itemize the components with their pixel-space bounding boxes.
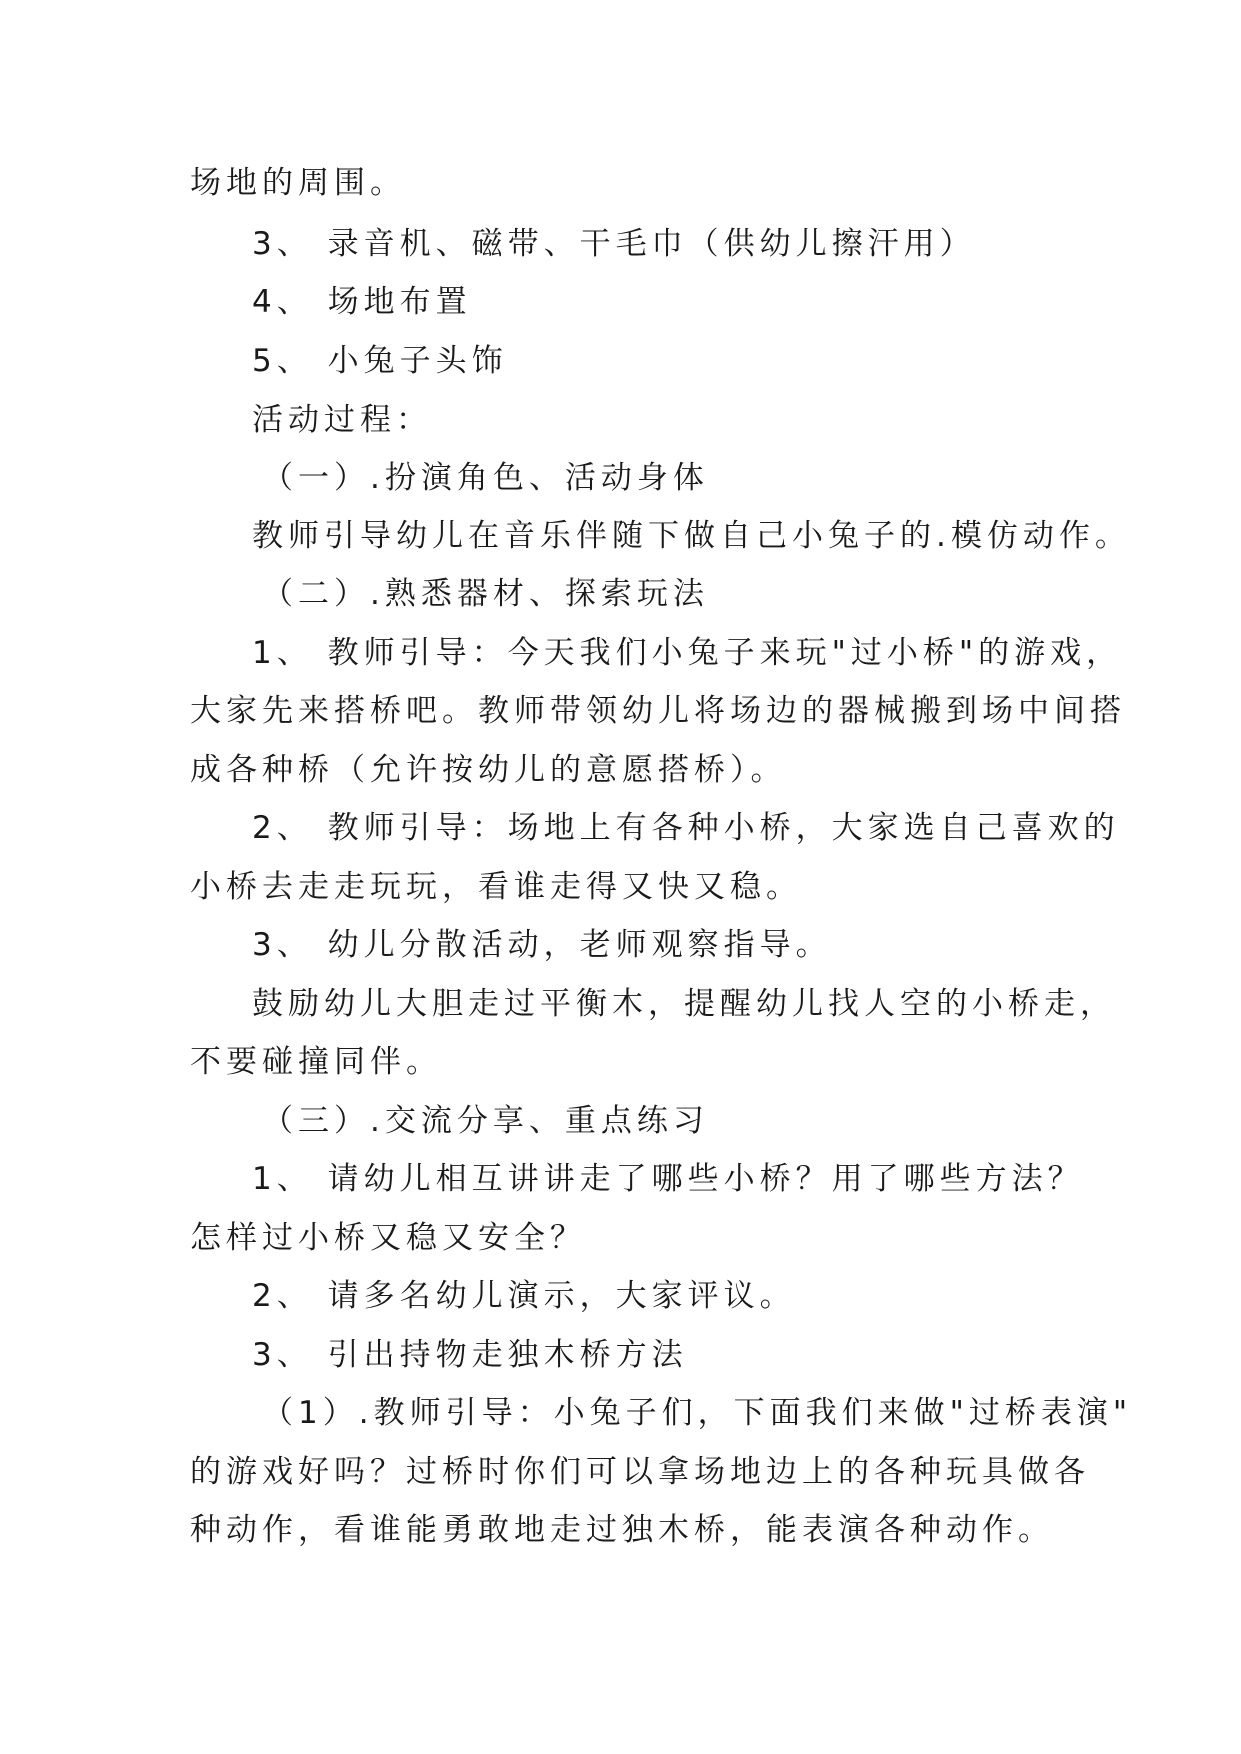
text-line: 鼓励幼儿大胆走过平衡木，提醒幼儿找人空的小桥走， <box>252 986 1116 1022</box>
subsection-heading: （三）.交流分享、重点练习 <box>262 1103 709 1139</box>
text-line: 4、 场地布置 <box>252 284 472 320</box>
text-line: 2、 教师引导：场地上有各种小桥，大家选自己喜欢的 <box>252 810 1120 846</box>
text-line: 5、 小兔子头饰 <box>252 343 508 379</box>
text-line: 小桥去走走玩玩，看谁走得又快又稳。 <box>190 869 802 905</box>
text-line: 不要碰撞同伴。 <box>190 1044 442 1080</box>
text-line: 2、 请多名幼儿演示，大家评议。 <box>252 1278 796 1314</box>
text-line: 的游戏好吗？过桥时你们可以拿场地边上的各种玩具做各 <box>190 1454 1090 1490</box>
text-line: 1、 请幼儿相互讲讲走了哪些小桥？用了哪些方法？ <box>252 1161 1084 1197</box>
text-line: 怎样过小桥又稳又安全？ <box>190 1220 586 1256</box>
text-line: 3、 幼儿分散活动，老师观察指导。 <box>252 927 832 963</box>
text-line: 场地的周围。 <box>190 165 406 201</box>
text-line: （1）.教师引导：小兔子们，下面我们来做"过桥表演" <box>262 1395 1133 1431</box>
text-line: 大家先来搭桥吧。教师带领幼儿将场边的器械搬到场中间搭 <box>190 693 1126 729</box>
section-heading: 活动过程： <box>252 402 432 438</box>
text-line: 1、 教师引导：今天我们小兔子来玩"过小桥"的游戏， <box>252 635 1123 671</box>
subsection-heading: （一）.扮演角色、活动身体 <box>262 460 709 496</box>
text-line: 3、 录音机、磁带、干毛巾（供幼儿擦汗用） <box>252 226 976 262</box>
text-line: 种动作，看谁能勇敢地走过独木桥，能表演各种动作。 <box>190 1512 1054 1548</box>
text-line: 成各种桥（允许按幼儿的意愿搭桥）。 <box>190 752 787 788</box>
subsection-heading: （二）.熟悉器材、探索玩法 <box>262 576 709 612</box>
text-line: 3、 引出持物走独木桥方法 <box>252 1337 688 1373</box>
text-line: 教师引导幼儿在音乐伴随下做自己小兔子的.模仿动作。 <box>252 518 1131 554</box>
